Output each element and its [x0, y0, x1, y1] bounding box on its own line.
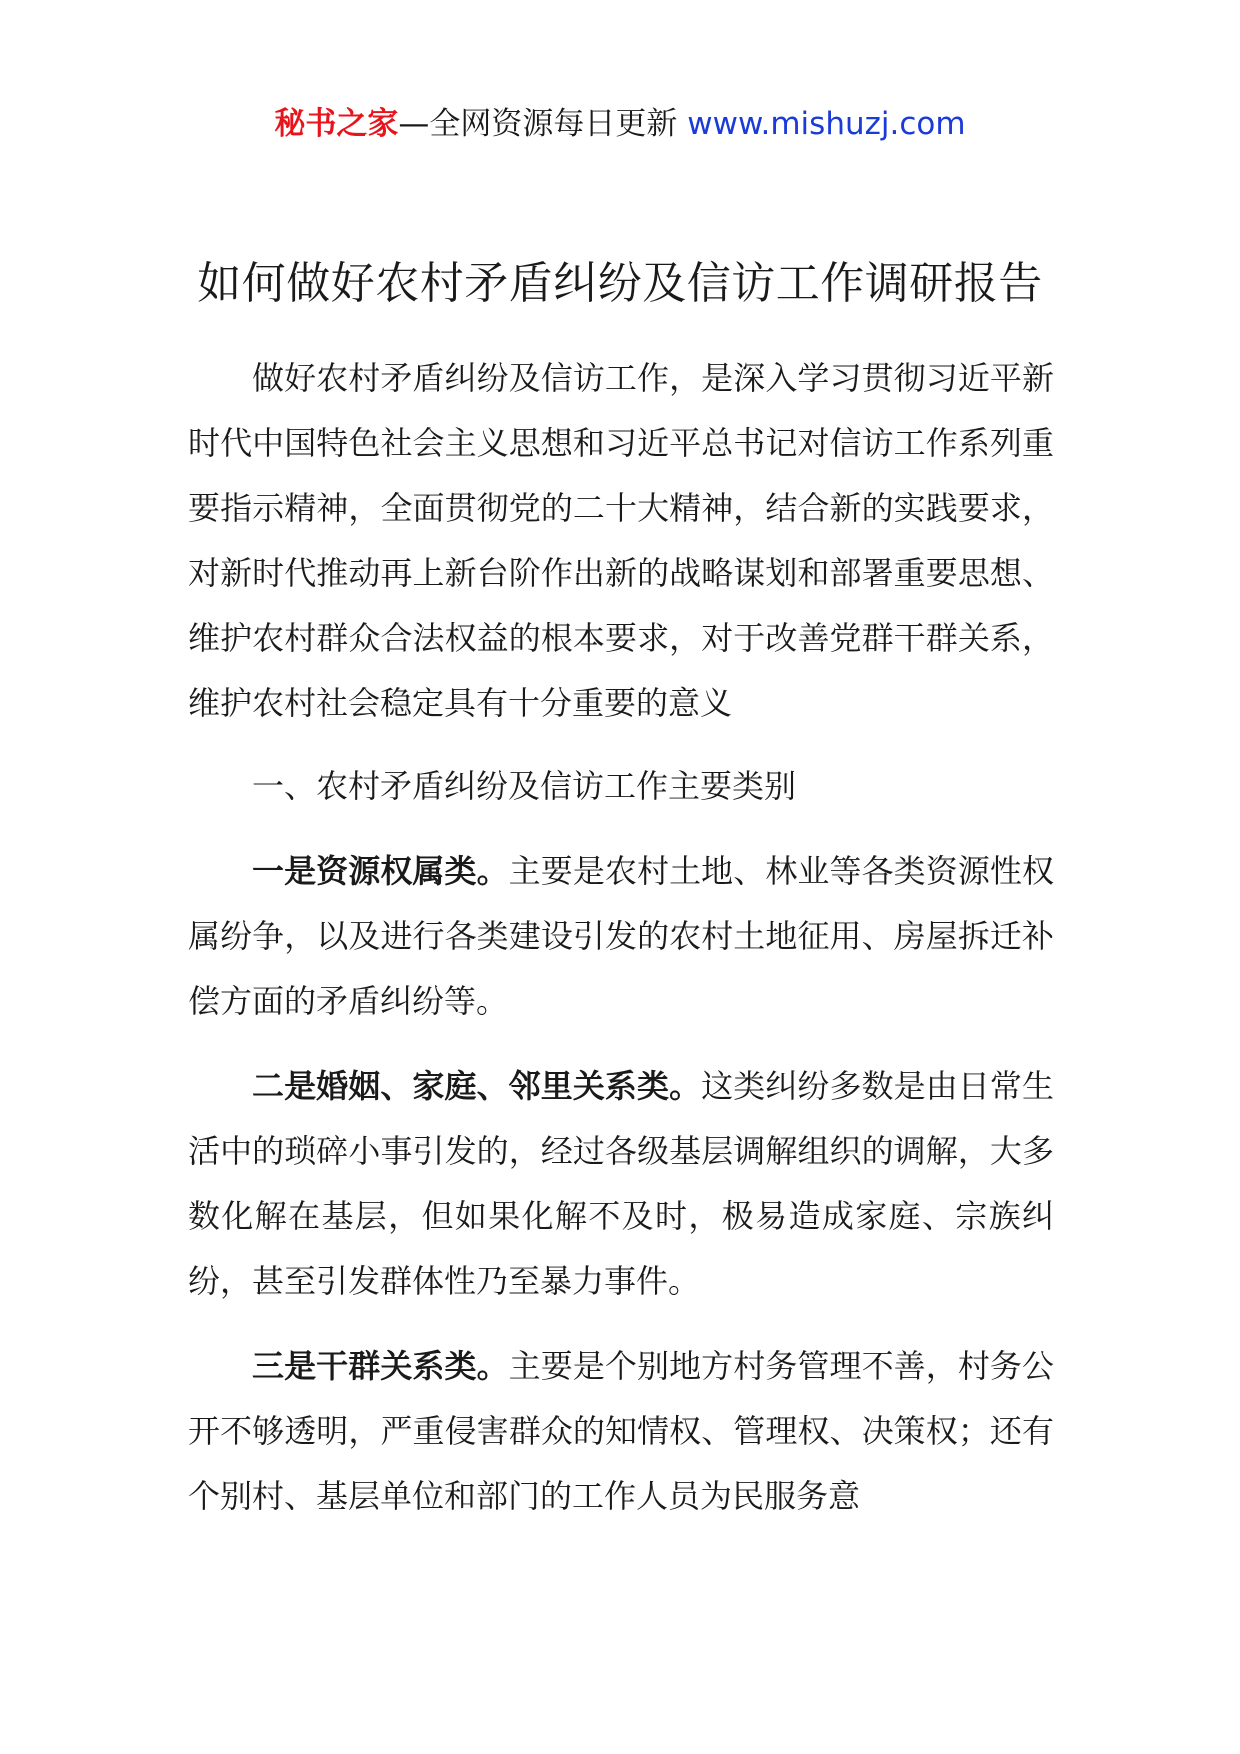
category-paragraph-2	[188, 1054, 1054, 1314]
category-text-1: 主要是农村土地、林业等各类资源性权属纷争，以及进行各类建设引发的农村土地征用、房屋拆迁补偿方面的矛盾纠纷等。	[188, 852, 1054, 1020]
category-lead-2: 二是婚姻、家庭、邻里关系类。	[252, 1067, 702, 1105]
category-text-3: 主要是个别地方村务管理不善，村务公开不够透明，严重侵害群众的知情权、管理权、决策权；还有个别村、基层单位和部门的工作人员为民服务意	[188, 1347, 1054, 1515]
intro-paragraph: 做好农村矛盾纠纷及信访工作，是深入学习贯彻习近平新时代中国特色社会主义思想和习近平总书记对信访工作系列重要指示精神，全面贯彻党的二十大精神，结合新的实践要求，对新时代推动再上新台阶作出新的战略谋划和部署重要思想、维护农村群众合法权益的根本要求，对于改善党群干群关系，维护农村社会稳定具有十分重要的意义	[188, 359, 1054, 722]
section-heading: 一、农村矛盾纠纷及信访工作主要类别	[252, 767, 797, 805]
document-title: 如何做好农村矛盾纠纷及信访工作调研报告	[197, 258, 1043, 309]
category-paragraph-3	[188, 1334, 1054, 1529]
site-slogan: —全网资源每日更新	[398, 106, 678, 142]
category-lead-3: 三是干群关系类。	[252, 1347, 509, 1385]
site-url-link[interactable]: www.mishuzj.com	[687, 106, 966, 142]
site-header	[0, 100, 1240, 148]
site-brand: 秘书之家	[274, 106, 399, 142]
document-body	[188, 346, 1054, 1549]
category-paragraph-1	[188, 839, 1054, 1034]
category-lead-1: 一是资源权属类。	[252, 852, 509, 890]
category-text-2: 这类纠纷多数是由日常生活中的琐碎小事引发的，经过各级基层调解组织的调解，大多数化解在基层，但如果化解不及时，极易造成家庭、宗族纠纷，甚至引发群体性乃至暴力事件。	[188, 1067, 1054, 1300]
